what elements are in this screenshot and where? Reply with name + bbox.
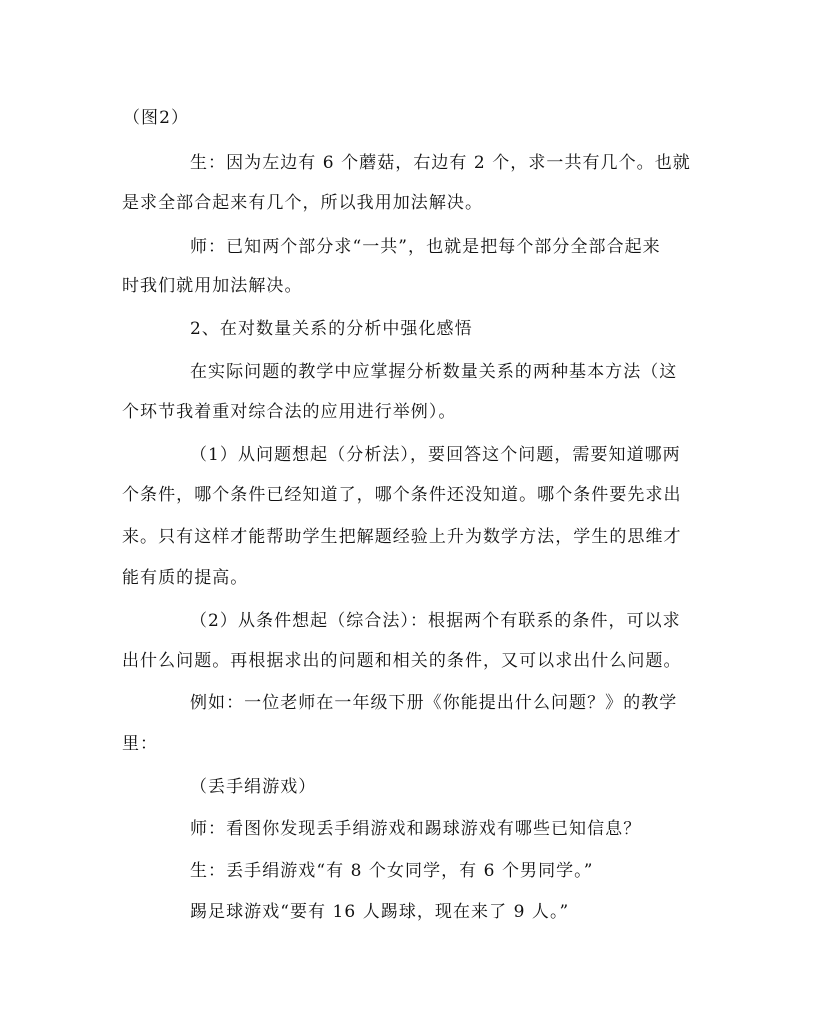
paragraph-line: 来。只有这样才能帮助学生把解题经验上升为数学方法，学生的思维才 [122,527,682,547]
paragraph-line: 踢足球游戏“要有 16 人踢球，现在来了 9 人。” [190,902,570,922]
paragraph-line: 师：已知两个部分求“一共”，也就是把每个部分全部合起来 [190,237,661,257]
paragraph-line: 时我们就用加法解决。 [122,276,303,296]
paragraph-line: 生：丢手绢游戏“有 8 个女同学，有 6 个男同学。” [190,861,594,881]
paragraph-line: 师：看图你发现丢手绢游戏和踢球游戏有哪些已知信息？ [190,819,642,839]
section-heading: 2、在对数量关系的分析中强化感悟 [190,319,473,339]
paragraph-line: 能有质的提高。 [122,568,249,588]
paragraph-line: 里： [122,734,159,754]
figure-caption: （图2） [123,108,190,128]
paragraph-line: 例如：一位老师在一年级下册《你能提出什么问题？》的教学 [190,693,678,713]
paragraph-line: （1）从问题想起（分析法），要回答这个问题，需要知道哪两 [190,445,681,465]
paragraph-line: 出什么问题。再根据求出的问题和相关的条件，又可以求出什么问题。 [122,651,682,671]
paragraph-line: 在实际问题的教学中应掌握分析数量关系的两种基本方法（这 [190,362,678,382]
paragraph-line: 生：因为左边有 6 个蘑菇，右边有 2 个，求一共有几个。也就 [190,153,691,173]
paragraph-line: 是求全部合起来有几个，所以我用加法解决。 [122,193,483,213]
paragraph-line: 个条件，哪个条件已经知道了，哪个条件还没知道。哪个条件要先求出 [122,485,682,505]
paragraph-line: 个环节我着重对综合法的应用进行举例）。 [122,402,457,422]
paragraph-line: （2）从条件想起（综合法）：根据两个有联系的条件，可以求 [190,611,681,631]
paragraph-line: （丢手绢游戏） [190,777,317,797]
